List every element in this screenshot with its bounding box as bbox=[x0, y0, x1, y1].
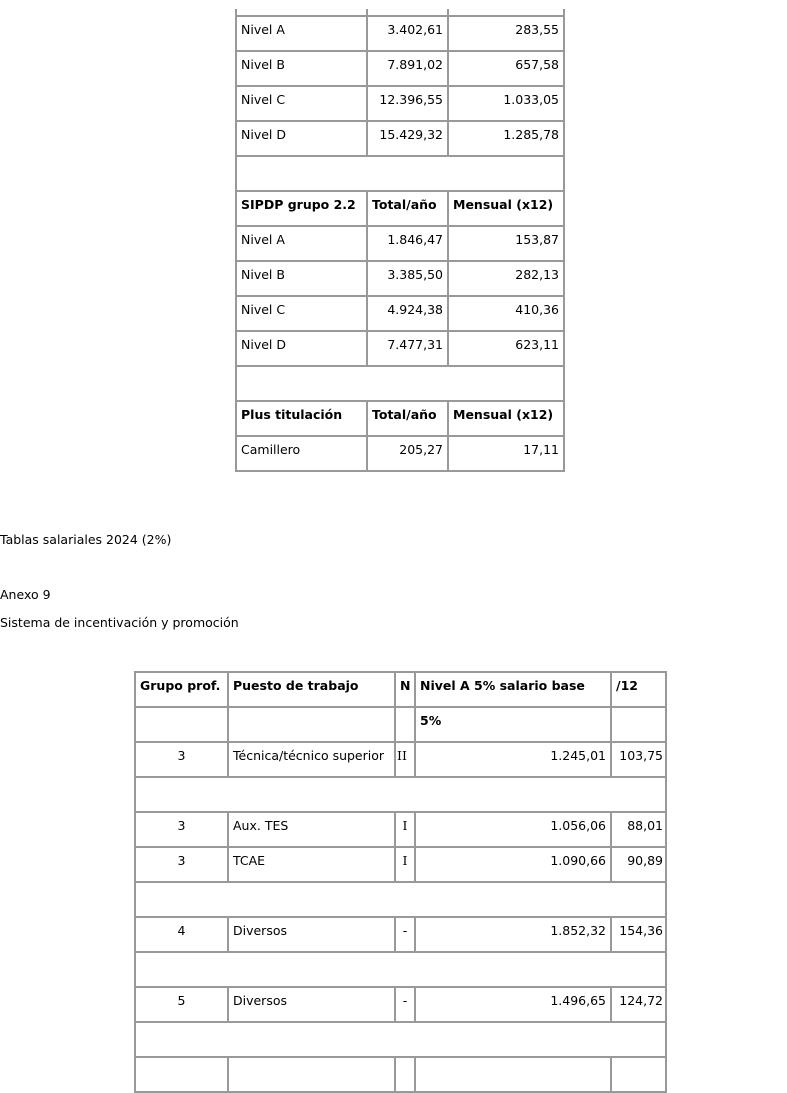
table-row bbox=[135, 987, 666, 1022]
cell: Nivel A bbox=[236, 226, 367, 261]
spacer-row bbox=[135, 952, 666, 987]
header-cell: Total/año bbox=[367, 401, 448, 436]
cell: 153,87 bbox=[448, 226, 564, 261]
table-row bbox=[236, 331, 564, 366]
table-row bbox=[135, 917, 666, 952]
cell: Técnica/técnico superior bbox=[228, 742, 395, 777]
cell: 7.891,02 bbox=[367, 51, 448, 86]
anexo-heading: Anexo 9 bbox=[0, 587, 51, 602]
cell: 3 bbox=[135, 812, 228, 847]
table-row bbox=[135, 812, 666, 847]
subheader-row bbox=[135, 707, 666, 742]
header-cell: 5% bbox=[415, 707, 611, 742]
cell: 12.396,55 bbox=[367, 86, 448, 121]
header-cell: SIPDP grupo 2.2 bbox=[236, 191, 367, 226]
cell: - bbox=[395, 917, 415, 952]
cell: 4 bbox=[135, 917, 228, 952]
cell: 15.429,32 bbox=[367, 121, 448, 156]
spacer-row bbox=[135, 882, 666, 917]
cell: 1.852,32 bbox=[415, 917, 611, 952]
header-cell: Nivel A 5% salario base bbox=[415, 672, 611, 707]
cell: Diversos bbox=[228, 917, 395, 952]
cell: Nivel C bbox=[236, 296, 367, 331]
cell: Diversos bbox=[228, 987, 395, 1022]
cell: 7.477,31 bbox=[367, 331, 448, 366]
cell: 1.056,06 bbox=[415, 812, 611, 847]
cell: Nivel B bbox=[236, 51, 367, 86]
cell: 3 bbox=[135, 742, 228, 777]
spacer-row bbox=[236, 366, 564, 401]
header-cell: Mensual (x12) bbox=[448, 191, 564, 226]
cell: Camillero bbox=[236, 436, 367, 471]
cell: 205,27 bbox=[367, 436, 448, 471]
cell: 3.385,50 bbox=[367, 261, 448, 296]
header-cell: Total/año bbox=[367, 191, 448, 226]
spacer-row bbox=[236, 156, 564, 191]
cell: Nivel B bbox=[236, 261, 367, 296]
cell: 3.402,61 bbox=[367, 16, 448, 51]
cell: 657,58 bbox=[448, 51, 564, 86]
sistema-heading: Sistema de incentivación y promoción bbox=[0, 615, 239, 630]
cell: 5 bbox=[135, 987, 228, 1022]
table-row bbox=[236, 226, 564, 261]
cell: 1.090,66 bbox=[415, 847, 611, 882]
cell: - bbox=[395, 987, 415, 1022]
cell: 90,89 bbox=[611, 847, 666, 882]
cell: Nivel A bbox=[236, 16, 367, 51]
cell: 154,36 bbox=[611, 917, 666, 952]
cell: 410,36 bbox=[448, 296, 564, 331]
table-row bbox=[236, 51, 564, 86]
cell: 282,13 bbox=[448, 261, 564, 296]
header-cell: Plus titulación bbox=[236, 401, 367, 436]
spacer-row bbox=[135, 1022, 666, 1057]
header-row bbox=[135, 672, 666, 707]
header-cell: N bbox=[395, 672, 415, 707]
header-row bbox=[236, 191, 564, 226]
incentive-table bbox=[134, 671, 667, 1093]
header-cell: /12 bbox=[611, 672, 666, 707]
table-row bbox=[135, 847, 666, 882]
cell: 1.245,01 bbox=[415, 742, 611, 777]
cell: 17,11 bbox=[448, 436, 564, 471]
cell: Nivel C bbox=[236, 86, 367, 121]
cell: Nivel D bbox=[236, 121, 367, 156]
cell: Nivel D bbox=[236, 331, 367, 366]
header-cell: Puesto de trabajo bbox=[228, 672, 395, 707]
table-row bbox=[236, 261, 564, 296]
cell: 103,75 bbox=[611, 742, 666, 777]
cell: 1.285,78 bbox=[448, 121, 564, 156]
cell: 283,55 bbox=[448, 16, 564, 51]
cell: I bbox=[395, 847, 415, 882]
cell: TCAE bbox=[228, 847, 395, 882]
cell: 124,72 bbox=[611, 987, 666, 1022]
table-row bbox=[236, 16, 564, 51]
table-row bbox=[236, 121, 564, 156]
tablas-heading: Tablas salariales 2024 (2%) bbox=[0, 532, 172, 547]
table-row bbox=[135, 742, 666, 777]
table-row bbox=[135, 1057, 666, 1092]
table-row bbox=[236, 296, 564, 331]
spacer-row bbox=[135, 777, 666, 812]
header-cell: Grupo prof. bbox=[135, 672, 228, 707]
cell: 3 bbox=[135, 847, 228, 882]
cell: 1.496,65 bbox=[415, 987, 611, 1022]
header-cell: Mensual (x12) bbox=[448, 401, 564, 436]
table-row bbox=[236, 86, 564, 121]
cell: 1.846,47 bbox=[367, 226, 448, 261]
cell: 4.924,38 bbox=[367, 296, 448, 331]
cell: II bbox=[395, 742, 415, 777]
cell: I bbox=[395, 812, 415, 847]
header-row bbox=[236, 401, 564, 436]
cell: 1.033,05 bbox=[448, 86, 564, 121]
salary-table-levels bbox=[235, 9, 565, 472]
cell: 623,11 bbox=[448, 331, 564, 366]
cell: 88,01 bbox=[611, 812, 666, 847]
table-row bbox=[236, 436, 564, 471]
cell: Aux. TES bbox=[228, 812, 395, 847]
